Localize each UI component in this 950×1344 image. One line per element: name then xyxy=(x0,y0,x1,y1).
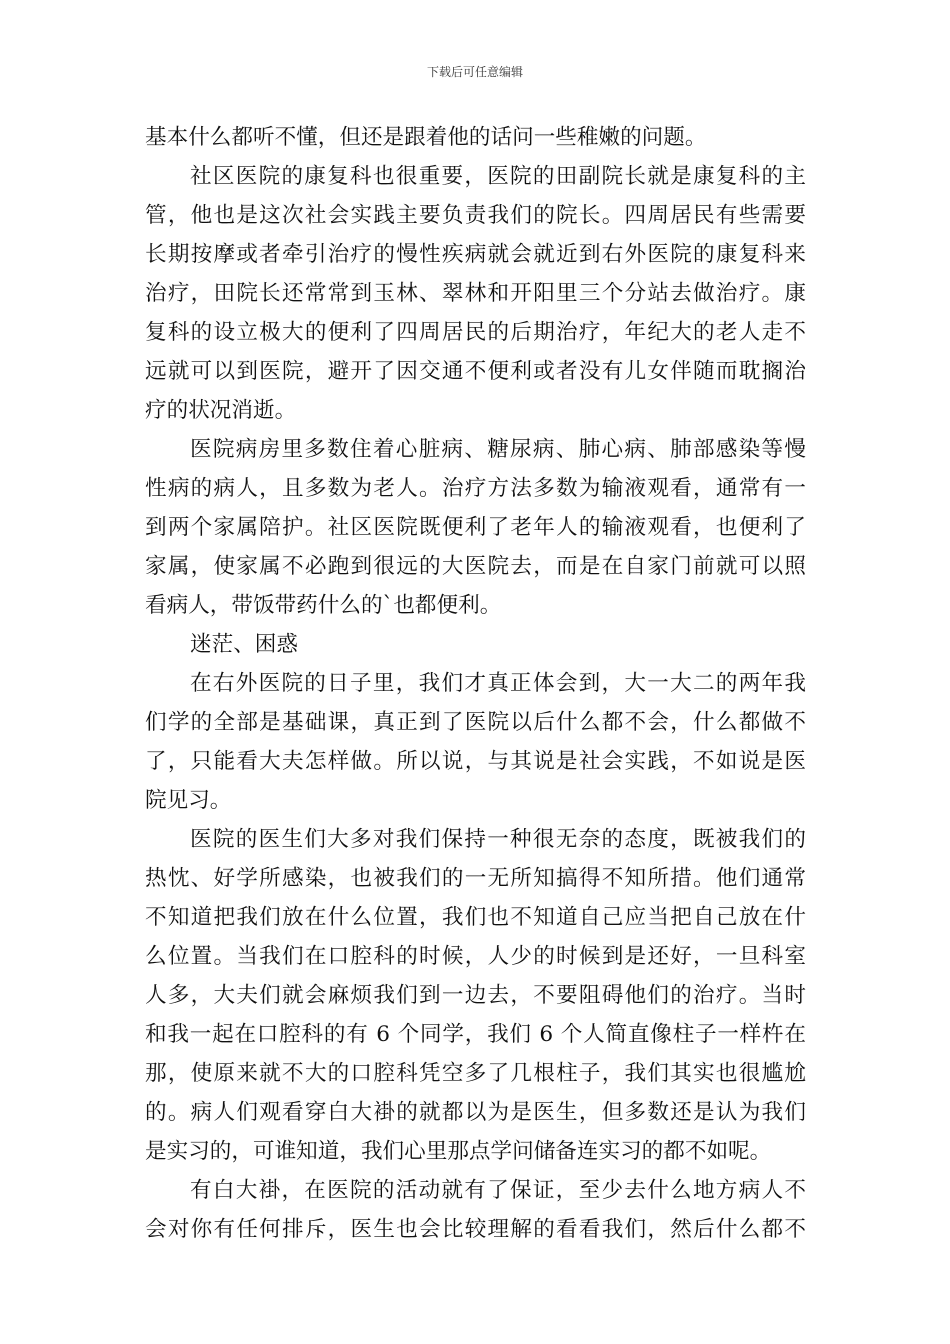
text-line: 复科的设立极大的便利了四周居民的后期治疗，年纪大的老人走不 xyxy=(145,320,806,345)
document-body xyxy=(145,118,806,1249)
text-line: 不知道把我们放在什么位置，我们也不知道自己应当把自己放在什 xyxy=(145,905,806,930)
text-line: 社区医院的康复科也很重要，医院的田副院长就是康复科的主 xyxy=(190,164,806,189)
text-line: 基本什么都听不懂，但还是跟着他的话问一些稚嫩的问题。 xyxy=(145,125,707,150)
text-line: 的。病人们观看穿白大褂的就都以为是医生，但多数还是认为我们 xyxy=(145,1100,806,1125)
text-line: 么位置。当我们在口腔科的时候，人少的时候到是还好，一旦科室 xyxy=(145,944,806,969)
text-line: 人多，大夫们就会麻烦我们到一边去，不要阻碍他们的治疗。当时 xyxy=(145,983,806,1008)
section-heading: 迷茫、困惑 xyxy=(190,632,298,657)
text-line: 在右外医院的日子里，我们才真正体会到，大一大二的两年我 xyxy=(190,671,806,696)
text-line: 疗的状况消逝。 xyxy=(145,398,297,423)
text-line: 长期按摩或者牵引治疗的慢性疾病就会就近到右外医院的康复科来 xyxy=(145,242,806,267)
text-line: 性病的病人，且多数为老人。治疗方法多数为输液观看，通常有一 xyxy=(145,476,806,501)
text-line: 治疗，田院长还常常到玉林、翠林和开阳里三个分站去做治疗。康 xyxy=(145,281,806,306)
page-header: 下载后可任意编辑 xyxy=(426,65,523,79)
text-line: 远就可以到医院，避开了因交通不便利或者没有儿女伴随而耽搁治 xyxy=(145,359,806,384)
text-line: 热忱、好学所感染，也被我们的一无所知搞得不知所措。他们通常 xyxy=(145,866,806,891)
text-line: 管，他也是这次社会实践主要负责我们的院长。四周居民有些需要 xyxy=(145,203,806,228)
text-line: 家属，使家属不必跑到很远的大医院去，而是在自家门前就可以照 xyxy=(145,554,806,579)
text-line: 看病人，带饭带药什么的`也都便利。 xyxy=(145,593,502,618)
text-line: 院见习。 xyxy=(145,788,232,813)
text-line: 们学的全部是基础课，真正到了医院以后什么都不会，什么都做不 xyxy=(145,710,806,735)
text-line: 到两个家属陪护。社区医院既便利了老年人的输液观看，也便利了 xyxy=(145,515,806,540)
text-line: 是实习的，可谁知道，我们心里那点学问储备连实习的都不如呢。 xyxy=(145,1139,772,1164)
text-line: 会对你有任何排斥，医生也会比较理解的看看我们，然后什么都不 xyxy=(145,1217,806,1242)
text-line: 和我一起在口腔科的有 6 个同学，我们 6 个人简直像柱子一样杵在 xyxy=(145,1022,806,1047)
text-line: 了，只能看大夫怎样做。所以说，与其说是社会实践，不如说是医 xyxy=(145,749,806,774)
text-line: 有白大褂，在医院的活动就有了保证，至少去什么地方病人不 xyxy=(190,1178,806,1203)
text-line: 医院的医生们大多对我们保持一种很无奈的态度，既被我们的 xyxy=(190,827,806,852)
text-line: 医院病房里多数住着心脏病、糖尿病、肺心病、肺部感染等慢 xyxy=(190,437,806,462)
text-line: 那，使原来就不大的口腔科凭空多了几根柱子，我们其实也很尴尬 xyxy=(145,1061,806,1086)
